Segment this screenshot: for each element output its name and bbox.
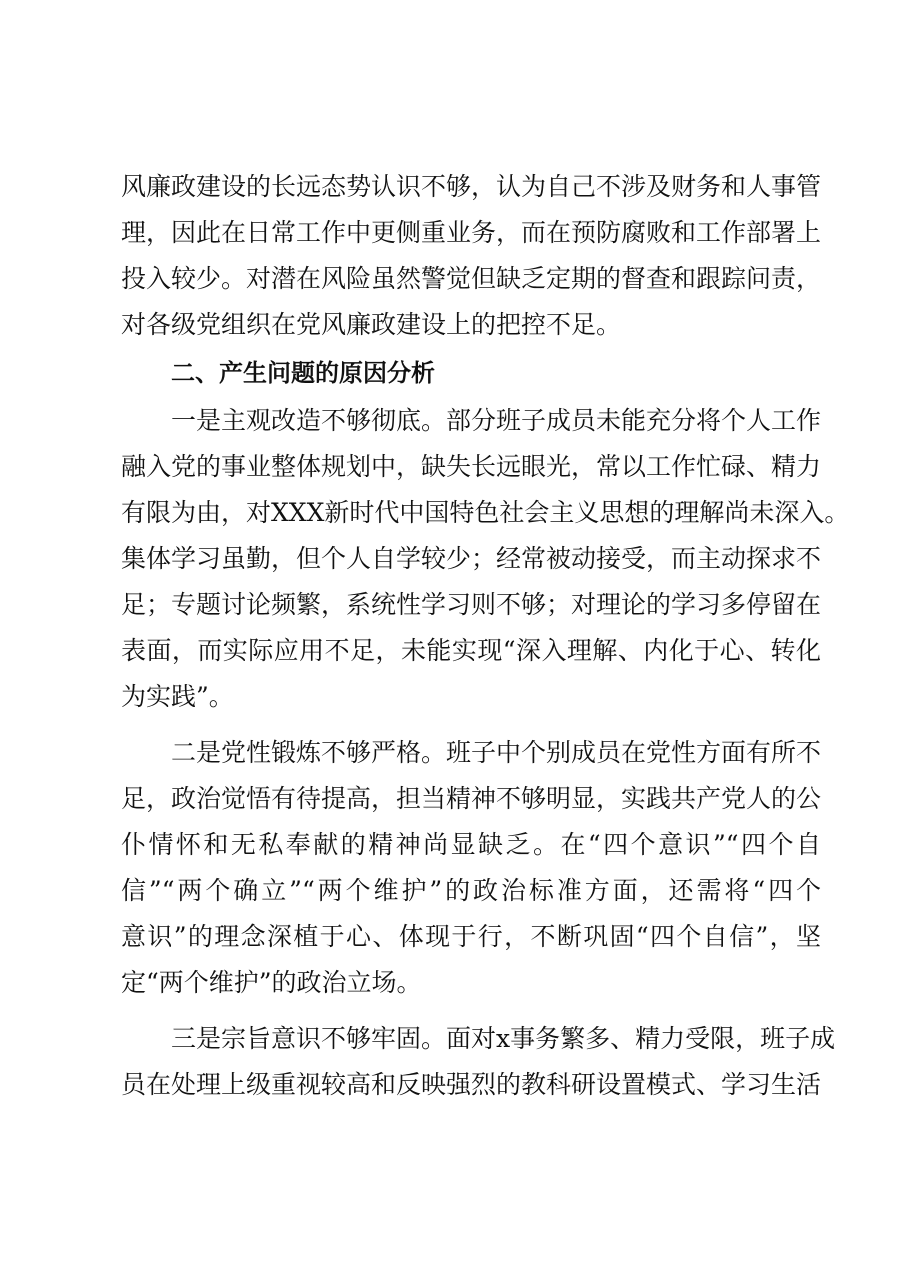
text-line: 集体学习虽勤，但个人自学较少；经常被动接受，而主动探求不	[121, 544, 822, 573]
text-line: 投入较少。对潜在风险虽然警觉但缺乏定期的督查和跟踪问责，	[121, 264, 822, 293]
text-line: 一是主观改造不够彻底。部分班子成员未能充分将个人工作	[171, 406, 822, 435]
text-line: 三是宗旨意识不够牢固。面对x事务繁多、精力受限，班子成	[171, 1024, 836, 1053]
text-line: 仆情怀和无私奉献的精神尚显缺乏。在“四个意识”“四个自	[121, 830, 821, 859]
text-line: 意识”的理念深植于心、体现于行，不断巩固“四个自信”，坚	[121, 922, 821, 951]
text-line: 风廉政建设的长远态势认识不够，认为自己不涉及财务和人事管	[121, 172, 822, 201]
text-line: 员在处理上级重视较高和反映强烈的教科研设置模式、学习生活	[121, 1070, 822, 1099]
text-line: 定“两个维护”的政治立场。	[121, 968, 422, 997]
text-line: 足；专题讨论频繁，系统性学习则不够；对理论的学习多停留在	[121, 590, 822, 619]
text-line: 表面，而实际应用不足，未能实现“深入理解、内化于心、转化	[121, 636, 821, 665]
text-line: 融入党的事业整体规划中，缺失长远眼光，常以工作忙碌、精力	[121, 452, 822, 481]
text-line: 有限为由，对XXX新时代中国特色社会主义思想的理解尚未深入。	[121, 498, 850, 527]
text-line: 理，因此在日常工作中更侧重业务，而在预防腐败和工作部署上	[121, 218, 822, 247]
text-line: 对各级党组织在党风廉政建设上的把控不足。	[121, 310, 622, 339]
text-line: 二是党性锻炼不够严格。班子中个别成员在党性方面有所不	[171, 738, 822, 767]
text-line: 信”“两个确立”“两个维护”的政治标准方面，还需将“四个	[121, 876, 821, 905]
text-line: 足，政治觉悟有待提高，担当精神不够明显，实践共产党人的公	[121, 784, 822, 813]
text-line: 为实践”。	[121, 682, 234, 711]
section-heading: 二、产生问题的原因分析	[171, 359, 435, 387]
